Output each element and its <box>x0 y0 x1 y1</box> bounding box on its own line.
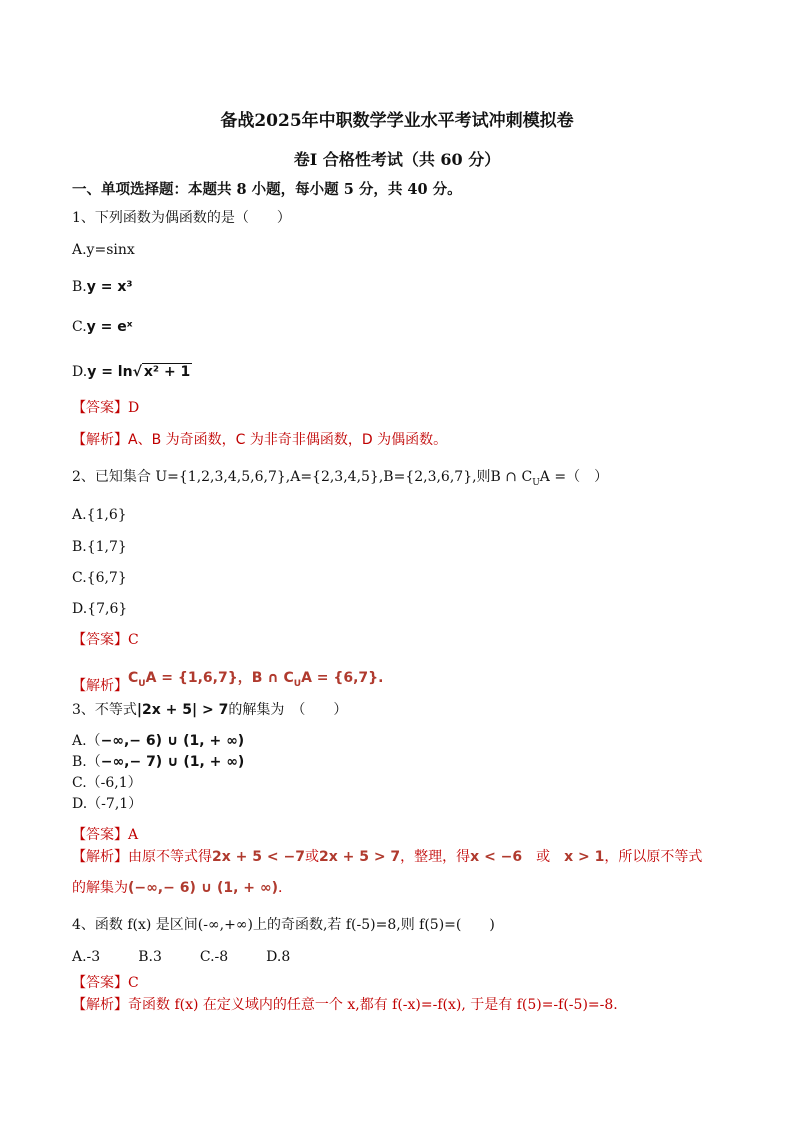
q4-option-c: C.-8 <box>199 949 229 965</box>
q2-explanation: 【解析】$C_UA = \{1,6,7\}$，B ∩ $C_UA = \{6,7\}$. <box>72 670 384 694</box>
q3-option-b: B.（−∞,− 7) ∪ (1, + ∞) <box>72 754 245 770</box>
page-title: 备战2025年中职数学学业水平考试冲刺模拟卷 <box>220 111 574 131</box>
q3-answer: 【答案】A <box>72 827 139 843</box>
q2-option-d: D.{7,6} <box>72 601 128 617</box>
q1-option-c-formula: y = eˣ <box>86 319 133 335</box>
q3-option-c: C.（-6,1） <box>72 775 142 791</box>
q3-option-d: D.（-7,1） <box>72 796 143 812</box>
section-heading: 一、单项选择题：本题共 8 小题，每小题 5 分，共 40 分。 <box>72 181 462 198</box>
q3-option-a: A.（−∞,− 6) ∪ (1, + ∞) <box>72 733 245 749</box>
q4-option-a: A.-3 <box>72 949 101 965</box>
q2-option-b: B.{1,7} <box>72 539 127 555</box>
question-1-stem: 1、下列函数为偶函数的是（ ） <box>72 210 291 226</box>
q4-answer: 【答案】C <box>72 975 139 991</box>
q1-option-a: A.y=sinx <box>72 242 135 258</box>
q3-explanation-line1: 【解析】由原不等式得2x + 5 < −7或2x + 5 > 7，整理，得x < −6 或 x > 1，所以原不等式 <box>72 849 703 865</box>
q2-option-c: C.{6,7} <box>72 570 127 586</box>
q1-option-b-formula: y = x³ <box>86 279 133 295</box>
q3-inequality: |2x + 5| > 7 <box>136 702 229 718</box>
question-3-stem: 3、不等式|2x + 5| > 7的解集为 （ ） <box>72 702 348 718</box>
question-4-stem: 4、函数 f(x) 是区间(-∞,+∞)上的奇函数,若 f(-5)=8,则 f(5)=( ) <box>72 917 495 933</box>
page-subtitle: 卷Ⅰ 合格性考试（共 60 分） <box>293 150 501 169</box>
q4-options <box>72 947 290 967</box>
q4-explanation: 【解析】奇函数 f(x) 在定义域内的任意一个 x,都有 f(-x)=-f(x), 于是有 f(5)=-f(-5)=-8. <box>72 997 618 1013</box>
q4-option-d: D.8 <box>266 949 291 965</box>
q2-answer: 【答案】C <box>72 632 139 648</box>
q1-option-c: C.y = eˣ <box>72 319 133 335</box>
q1-option-d-formula: y = ln√ x² + 1 <box>87 364 191 380</box>
q1-explanation: 【解析】A、B 为奇函数，C 为非奇非偶函数，D 为偶函数。 <box>72 432 448 448</box>
q4-option-b: B.3 <box>138 949 162 965</box>
q1-option-d: D.y = ln√ x² + 1 <box>72 364 191 380</box>
q1-answer: 【答案】D <box>72 400 140 416</box>
q1-option-b: B.y = x³ <box>72 279 133 295</box>
sqrt-icon: √ <box>132 364 142 380</box>
q3-explanation-line2: 的解集为(−∞,− 6) ∪ (1, + ∞). <box>72 880 283 896</box>
question-2-stem: 2、已知集合 U={1,2,3,4,5,6,7},A={2,3,4,5},B={2,3,6,7},则B ∩ $C_UA$ =（ ） <box>72 469 609 488</box>
q2-option-a: A.{1,6} <box>72 507 127 523</box>
